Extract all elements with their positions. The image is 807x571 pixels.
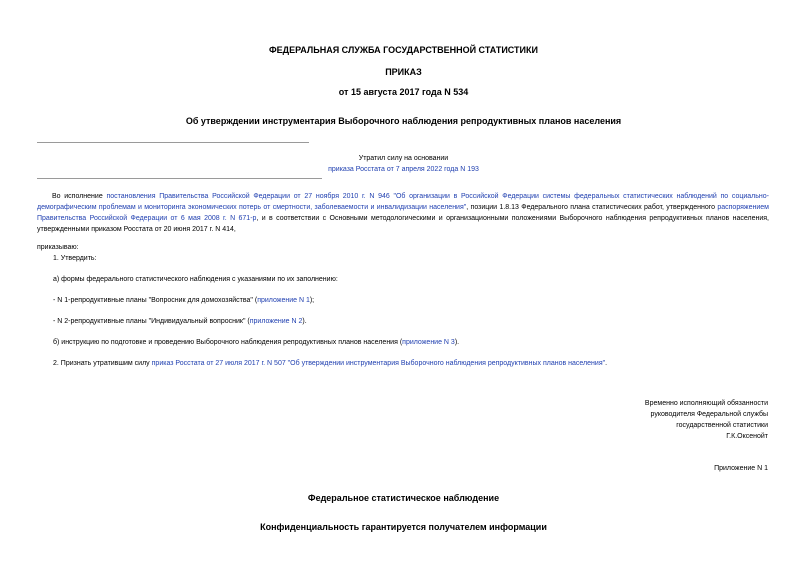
order-word: приказываю: bbox=[37, 244, 79, 251]
agency-name: ФЕДЕРАЛЬНАЯ СЛУЖБА ГОСУДАРСТВЕННОЙ СТАТИСТИКИ bbox=[269, 45, 538, 55]
form-2-text: - N 2-репродуктивные планы "Индивидуальный вопросник" ( bbox=[53, 318, 250, 325]
item-b-text-end: ). bbox=[454, 339, 460, 346]
preamble-text: Во исполнение bbox=[52, 193, 107, 200]
appendix-1-link[interactable]: приложение N 1 bbox=[257, 297, 310, 304]
signature-title-1: Временно исполняющий обязанности bbox=[644, 400, 768, 407]
signature-title-2: руководителя Федеральной службы bbox=[650, 411, 768, 418]
item-2-text-end: . bbox=[605, 360, 608, 367]
form-1-text-end: ); bbox=[309, 297, 315, 304]
appendix-3-link[interactable]: приложение N 3 bbox=[402, 339, 455, 346]
repeal-order-link[interactable]: приказа Росстата от 7 апреля 2022 года N 193 bbox=[328, 166, 479, 173]
divider-rule bbox=[37, 178, 322, 179]
repealed-order-link[interactable]: приказ Росстата от 27 июля 2017 г. N 507 "Об утверждении инструментария Выборочного наблюдения репродуктивных планов населения" bbox=[151, 360, 606, 367]
signature-title-3: государственной статистики bbox=[676, 422, 768, 429]
form-1-text: - N 1-репродуктивные планы "Вопросник для домохозяйства" ( bbox=[53, 297, 258, 304]
government-order-link[interactable]: распоряжением Правительства Российской Федерации от 6 мая 2008 г. N 671-р bbox=[37, 204, 769, 222]
preamble-paragraph bbox=[37, 191, 769, 235]
doc-type: ПРИКАЗ bbox=[385, 67, 422, 77]
appendix-2-link[interactable]: приложение N 2 bbox=[249, 318, 303, 325]
signatory-name: Г.К.Оксенойт bbox=[726, 433, 768, 440]
form-1-item bbox=[53, 295, 314, 306]
appendix-heading-confidentiality: Конфиденциальность гарантируется получателем информации bbox=[260, 522, 547, 532]
form-2-text-end: ). bbox=[302, 318, 307, 325]
status-note-text: Утратил силу на основании bbox=[358, 155, 449, 162]
preamble-text: , и в соответствии с Основными методологическими и организационными положениями Выборочного наблюдения репродуктивных планов населения, утвержденными приказом Росстата от 20 июня 2017 г. N 414, bbox=[37, 215, 770, 233]
appendix-label: Приложение N 1 bbox=[714, 465, 768, 472]
preamble-text: , позиции 1.8.13 Федерального плана статистических работ, утвержденного bbox=[466, 204, 718, 211]
order-item-b bbox=[53, 337, 459, 348]
government-decree-link[interactable]: постановления Правительства Российской Федерации от 27 ноября 2010 г. N 946 "Об организации в Российской Федерации системы федеральных статистических наблюдений по социально-демографическим проблемам и мониторинга экономических потерь от смертности, заболеваемости и инвалидизации населения" bbox=[37, 193, 769, 211]
order-item-1: 1. Утвердить: bbox=[53, 255, 97, 262]
item-2-text: 2. Признать утратившим силу bbox=[53, 360, 152, 367]
order-item-2 bbox=[53, 358, 607, 369]
appendix-heading-observation: Федеральное статистическое наблюдение bbox=[307, 493, 500, 503]
item-b-text: б) инструкцию по подготовке и проведению Выборочного наблюдения репродуктивных планов населения ( bbox=[53, 339, 403, 346]
order-item-a: а) формы федерального статистического наблюдения с указаниями по их заполнению: bbox=[53, 276, 338, 283]
doc-date-number: от 15 августа 2017 года N 534 bbox=[338, 87, 469, 97]
form-2-item bbox=[53, 316, 307, 327]
status-note-link-line bbox=[0, 164, 807, 175]
doc-title: Об утверждении инструментария Выборочного наблюдения репродуктивных планов населения bbox=[185, 116, 622, 126]
divider-rule bbox=[37, 142, 309, 143]
